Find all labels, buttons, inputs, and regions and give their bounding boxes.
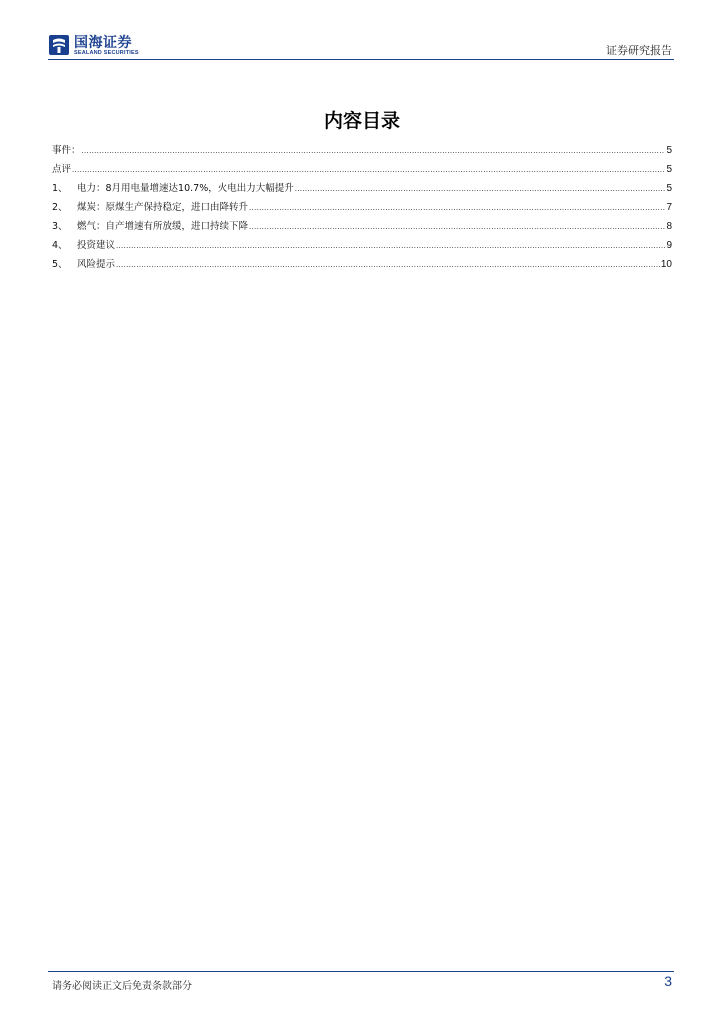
toc-entry-page: 9 bbox=[666, 240, 672, 251]
toc-dot-leader bbox=[249, 203, 665, 212]
toc-dot-leader bbox=[116, 241, 665, 250]
toc-entry-number: 1、 bbox=[52, 183, 68, 194]
toc-dot-leader bbox=[116, 260, 660, 269]
logo-english-name: SEALAND SECURITIES bbox=[74, 50, 139, 56]
toc-entry-page: 8 bbox=[666, 221, 672, 232]
toc-dot-leader bbox=[82, 146, 666, 155]
toc-entry-number: 3、 bbox=[52, 221, 68, 232]
toc-entry-text: 投资建议 bbox=[77, 240, 116, 251]
toc-title: 内容目录 bbox=[323, 110, 400, 132]
logo-chinese-name: 国海证券 bbox=[74, 35, 132, 51]
table-of-contents bbox=[52, 142, 672, 275]
toc-entry-gas[interactable] bbox=[52, 218, 672, 237]
toc-dot-leader bbox=[295, 184, 666, 193]
toc-entry-investment[interactable] bbox=[52, 237, 672, 256]
toc-entry-page: 5 bbox=[666, 145, 672, 156]
toc-entry-text: 事件： bbox=[52, 145, 81, 156]
toc-entry-page: 10 bbox=[660, 259, 672, 270]
toc-entry-power[interactable] bbox=[52, 180, 672, 199]
footer-divider bbox=[48, 971, 674, 972]
toc-entry-page: 5 bbox=[666, 164, 672, 175]
toc-entry-page: 7 bbox=[666, 202, 672, 213]
toc-entry-coal[interactable] bbox=[52, 199, 672, 218]
toc-entry-number: 4、 bbox=[52, 240, 68, 251]
toc-entry-comment[interactable] bbox=[52, 161, 672, 180]
toc-dot-leader bbox=[249, 222, 665, 231]
toc-entry-page: 5 bbox=[666, 183, 672, 194]
toc-entry-text: 燃气：自产增速有所放缓，进口持续下降 bbox=[77, 221, 249, 232]
sealand-logo-icon bbox=[48, 34, 70, 56]
toc-entry-event[interactable] bbox=[52, 142, 672, 161]
disclaimer-note: 请务必阅读正文后免责条款部分 bbox=[52, 981, 192, 992]
toc-entry-number: 2、 bbox=[52, 202, 68, 213]
toc-entry-text: 电力：8月用电量增速达10.7%，火电出力大幅提升 bbox=[77, 183, 294, 194]
toc-entry-risk[interactable] bbox=[52, 256, 672, 275]
page-number: 3 bbox=[664, 973, 672, 989]
toc-entry-text: 风险提示 bbox=[77, 259, 116, 270]
toc-entry-text: 煤炭：原煤生产保持稳定，进口由降转升 bbox=[77, 202, 249, 213]
report-type-label: 证券研究报告 bbox=[606, 44, 672, 57]
page-header bbox=[48, 30, 674, 60]
header-divider bbox=[48, 59, 674, 60]
toc-dot-leader bbox=[72, 165, 665, 174]
toc-entry-text: 点评 bbox=[52, 164, 72, 175]
toc-entry-number: 5、 bbox=[52, 259, 68, 270]
